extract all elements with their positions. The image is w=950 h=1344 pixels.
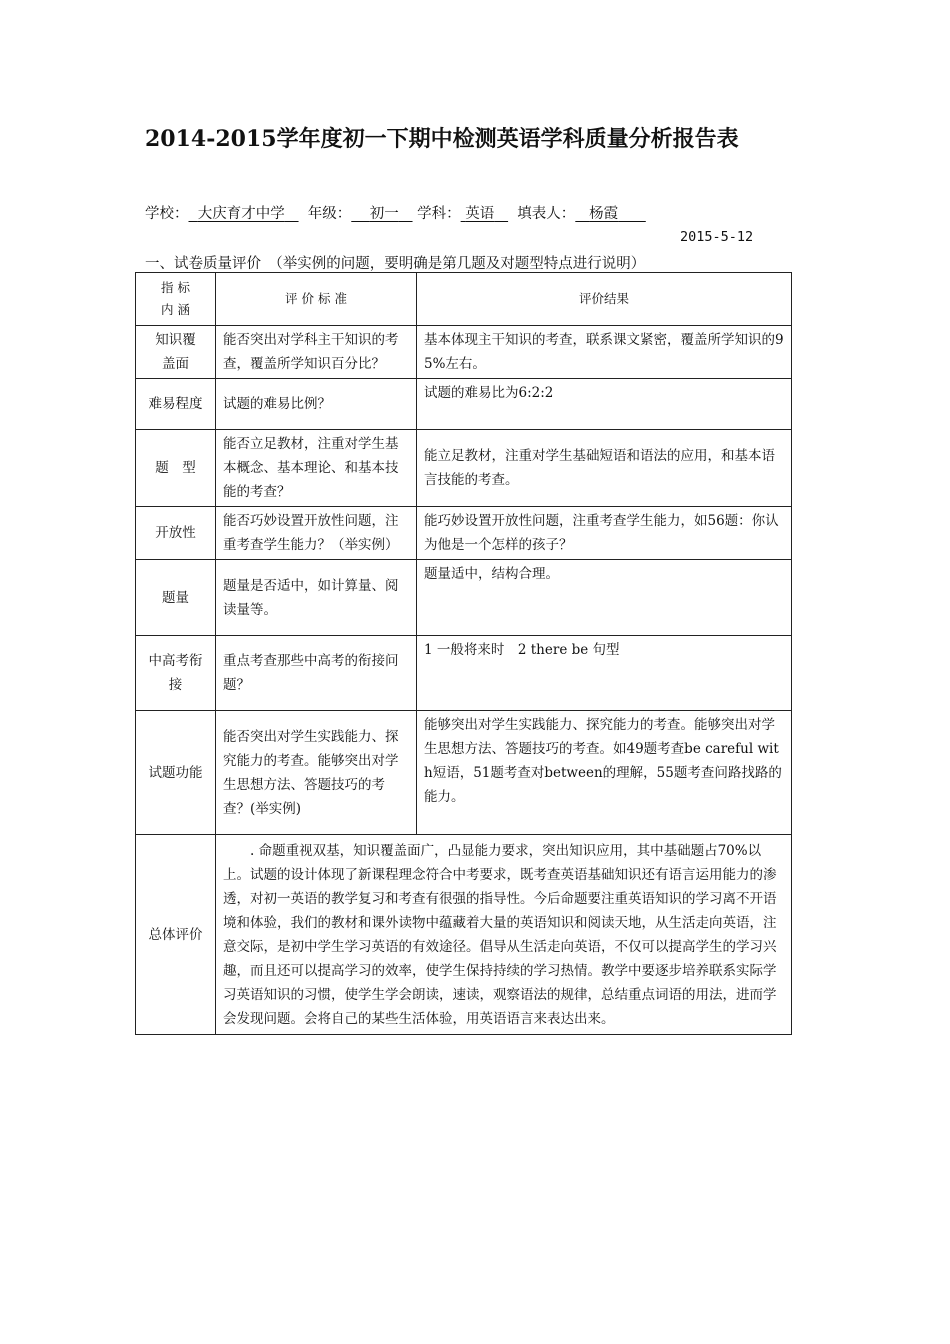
table-header-row xyxy=(136,273,792,326)
row-indicator: 难易程度 xyxy=(136,379,216,430)
header-info-line xyxy=(145,202,646,223)
row-criteria: 能否立足教材，注重对学生基本概念、基本理论、和基本技能的考查？ xyxy=(216,430,417,507)
filler-label: 填表人： xyxy=(517,206,576,222)
row-criteria: 能否巧妙设置开放性问题，注重考查学生能力？（举实例） xyxy=(216,507,417,560)
row-indicator: 开放性 xyxy=(136,507,216,560)
row-result: 能巧妙设置开放性问题，注重考查学生能力，如56题：你认为他是一个怎样的孩子？ xyxy=(417,507,792,560)
summary-row xyxy=(136,835,792,1035)
row-result: 能够突出对学生实践能力、探究能力的考查。能够突出对学生思想方法、答题技巧的考查。如49题考查be careful with短语，51题考查对between的理解，55题考查问路找路的能力。 xyxy=(417,711,792,835)
row-criteria: 重点考查那些中高考的衔接问题？ xyxy=(216,636,417,711)
row-result: 试题的难易比为6:2:2 xyxy=(417,379,792,430)
table-row xyxy=(136,430,792,507)
row-indicator: 中高考衔接 xyxy=(136,636,216,711)
summary-indicator: 总体评价 xyxy=(136,835,216,1035)
table-row xyxy=(136,326,792,379)
school-label: 学校： xyxy=(145,206,189,222)
row-criteria: 能否突出对学科主干知识的考查，覆盖所学知识百分比？ xyxy=(216,326,417,379)
document-title: 2014-2015学年度初一下期中检测英语学科质量分析报告表 xyxy=(145,126,739,152)
summary-text: . 命题重视双基，知识覆盖面广，凸显能力要求，突出知识应用，其中基础题占70%以上。试题的设计体现了新课程理念符合中考要求，既考查英语基础知识还有语言运用能力的渗透，对初一英语的教学复习和考查有很强的指导性。今后命题要注重英语知识的学习离不开语境和体验，我们的教材和课外读物中蕴藏着大量的英语知识和阅读天地，从生活走向英语，注意交际，是初中学生学习英语的有效途径。倡导从生活走向英语，不仅可以提高学生的学习兴趣，而且还可以提高学习的效率，使学生保持持续的学习热情。教学中要逐步培养联系实际学习英语知识的习惯，使学生学会朗读，速读，观察语法的规律，总结重点词语的用法，进而学会发现问题。会将自己的某些生活体验，用英语语言来表达出来。 xyxy=(216,835,792,1035)
table-row xyxy=(136,560,792,636)
header-criteria: 评 价 标 准 xyxy=(216,273,417,326)
table-row xyxy=(136,507,792,560)
table-row xyxy=(136,711,792,835)
row-result: 能立足教材，注重对学生基础短语和语法的应用，和基本语言技能的考查。 xyxy=(417,430,792,507)
header-result: 评价结果 xyxy=(417,273,792,326)
row-indicator: 题量 xyxy=(136,560,216,636)
table-row xyxy=(136,636,792,711)
row-indicator: 试题功能 xyxy=(136,711,216,835)
row-criteria: 能否突出对学生实践能力、探究能力的考查。能够突出对学生思想方法、答题技巧的考查？(举实例) xyxy=(216,711,417,835)
school-value: 大庆育才中学 xyxy=(197,206,285,222)
header-indicator: 指 标 内 涵 xyxy=(136,273,216,326)
grade-label: 年级： xyxy=(307,206,352,222)
row-criteria: 试题的难易比例？ xyxy=(216,379,417,430)
report-date: 2015-5-12 xyxy=(680,229,754,245)
row-result: 基本体现主干知识的考查，联系课文紧密，覆盖所学知识的95%左右。 xyxy=(417,326,792,379)
grade-value: 初一 xyxy=(369,206,399,222)
row-criteria: 题量是否适中，如计算量、阅读量等。 xyxy=(216,560,417,636)
subject-label: 学科： xyxy=(417,206,461,222)
section-heading: 一、试卷质量评价 （举实例的问题，要明确是第几题及对题型特点进行说明） xyxy=(145,256,646,272)
row-result: 1 一般将来时 2 there be 句型 xyxy=(417,636,792,711)
row-indicator: 题 型 xyxy=(136,430,216,507)
row-indicator: 知识覆盖面 xyxy=(136,326,216,379)
row-result: 题量适中，结构合理。 xyxy=(417,560,792,636)
subject-value: 英语 xyxy=(465,206,495,222)
evaluation-table xyxy=(135,272,792,1035)
table-row xyxy=(136,379,792,430)
filler-value: 杨霞 xyxy=(589,206,619,222)
